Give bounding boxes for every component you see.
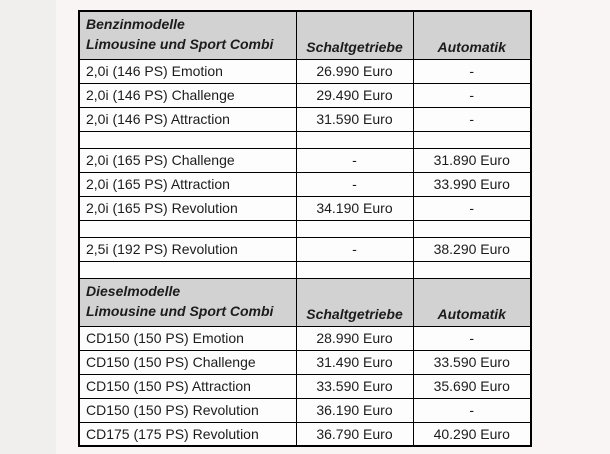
model-cell: CD175 (175 PS) Revolution — [79, 422, 296, 446]
spacer-row — [79, 261, 531, 278]
benzin-header-line2: Limousine und Sport Combi — [86, 36, 274, 53]
table-row — [79, 148, 531, 172]
manual-price-cell: - — [296, 172, 413, 196]
model-cell: CD150 (150 PS) Emotion — [79, 326, 296, 350]
model-cell: 2,0i (146 PS) Emotion — [79, 59, 296, 83]
manual-price-cell: - — [296, 237, 413, 261]
manual-price-cell: 33.590 Euro — [296, 374, 413, 398]
automatic-column-header: Automatik — [413, 11, 531, 59]
manual-price-cell: 36.790 Euro — [296, 422, 413, 446]
table-row — [79, 398, 531, 422]
automatic-price-cell: 33.990 Euro — [413, 172, 531, 196]
table-row — [79, 59, 531, 83]
manual-price-cell: 28.990 Euro — [296, 326, 413, 350]
price-table — [78, 10, 532, 447]
table-row — [79, 107, 531, 131]
spacer-row — [79, 220, 531, 237]
manual-price-cell: 34.190 Euro — [296, 196, 413, 220]
automatic-price-cell: 40.290 Euro — [413, 422, 531, 446]
manual-price-cell: 26.990 Euro — [296, 59, 413, 83]
model-cell: 2,0i (165 PS) Revolution — [79, 196, 296, 220]
model-cell: CD150 (150 PS) Challenge — [79, 350, 296, 374]
manual-price-cell: 36.190 Euro — [296, 398, 413, 422]
table-row — [79, 237, 531, 261]
model-cell: CD150 (150 PS) Revolution — [79, 398, 296, 422]
table-row — [79, 326, 531, 350]
automatic-price-cell: 33.590 Euro — [413, 350, 531, 374]
table-row — [79, 83, 531, 107]
table-row — [79, 172, 531, 196]
table-row — [79, 374, 531, 398]
automatic-price-cell: - — [413, 59, 531, 83]
manual-price-cell: 31.590 Euro — [296, 107, 413, 131]
manual-price-cell: 29.490 Euro — [296, 83, 413, 107]
table-row — [79, 196, 531, 220]
diesel-header-line2: Limousine und Sport Combi — [86, 303, 274, 319]
model-cell: 2,0i (146 PS) Challenge — [79, 83, 296, 107]
table-row — [79, 350, 531, 374]
page-margin-strip — [0, 0, 56, 454]
manual-price-cell: 31.490 Euro — [296, 350, 413, 374]
automatic-price-cell: - — [413, 398, 531, 422]
automatic-price-cell: - — [413, 83, 531, 107]
automatic-price-cell: 38.290 Euro — [413, 237, 531, 261]
manual-column-header: Schaltgetriebe — [296, 278, 413, 326]
diesel-header-row — [79, 278, 531, 326]
model-cell: CD150 (150 PS) Attraction — [79, 374, 296, 398]
model-cell: 2,0i (146 PS) Attraction — [79, 107, 296, 131]
automatic-column-header: Automatik — [413, 278, 531, 326]
automatic-price-cell: - — [413, 326, 531, 350]
benzin-header-line1: Benzinmodelle — [86, 16, 185, 33]
model-cell: 2,0i (165 PS) Attraction — [79, 172, 296, 196]
automatic-price-cell: - — [413, 107, 531, 131]
manual-column-header: Schaltgetriebe — [296, 11, 413, 59]
automatic-price-cell: 31.890 Euro — [413, 148, 531, 172]
manual-price-cell: - — [296, 148, 413, 172]
diesel-header-title — [79, 278, 296, 326]
table-row — [79, 422, 531, 446]
model-cell: 2,0i (165 PS) Challenge — [79, 148, 296, 172]
benzin-header-row — [79, 11, 531, 59]
spacer-row — [79, 131, 531, 148]
model-cell: 2,5i (192 PS) Revolution — [79, 237, 296, 261]
diesel-header-line1: Dieselmodelle — [86, 283, 181, 300]
benzin-header-title — [79, 11, 296, 59]
automatic-price-cell: 35.690 Euro — [413, 374, 531, 398]
automatic-price-cell: - — [413, 196, 531, 220]
